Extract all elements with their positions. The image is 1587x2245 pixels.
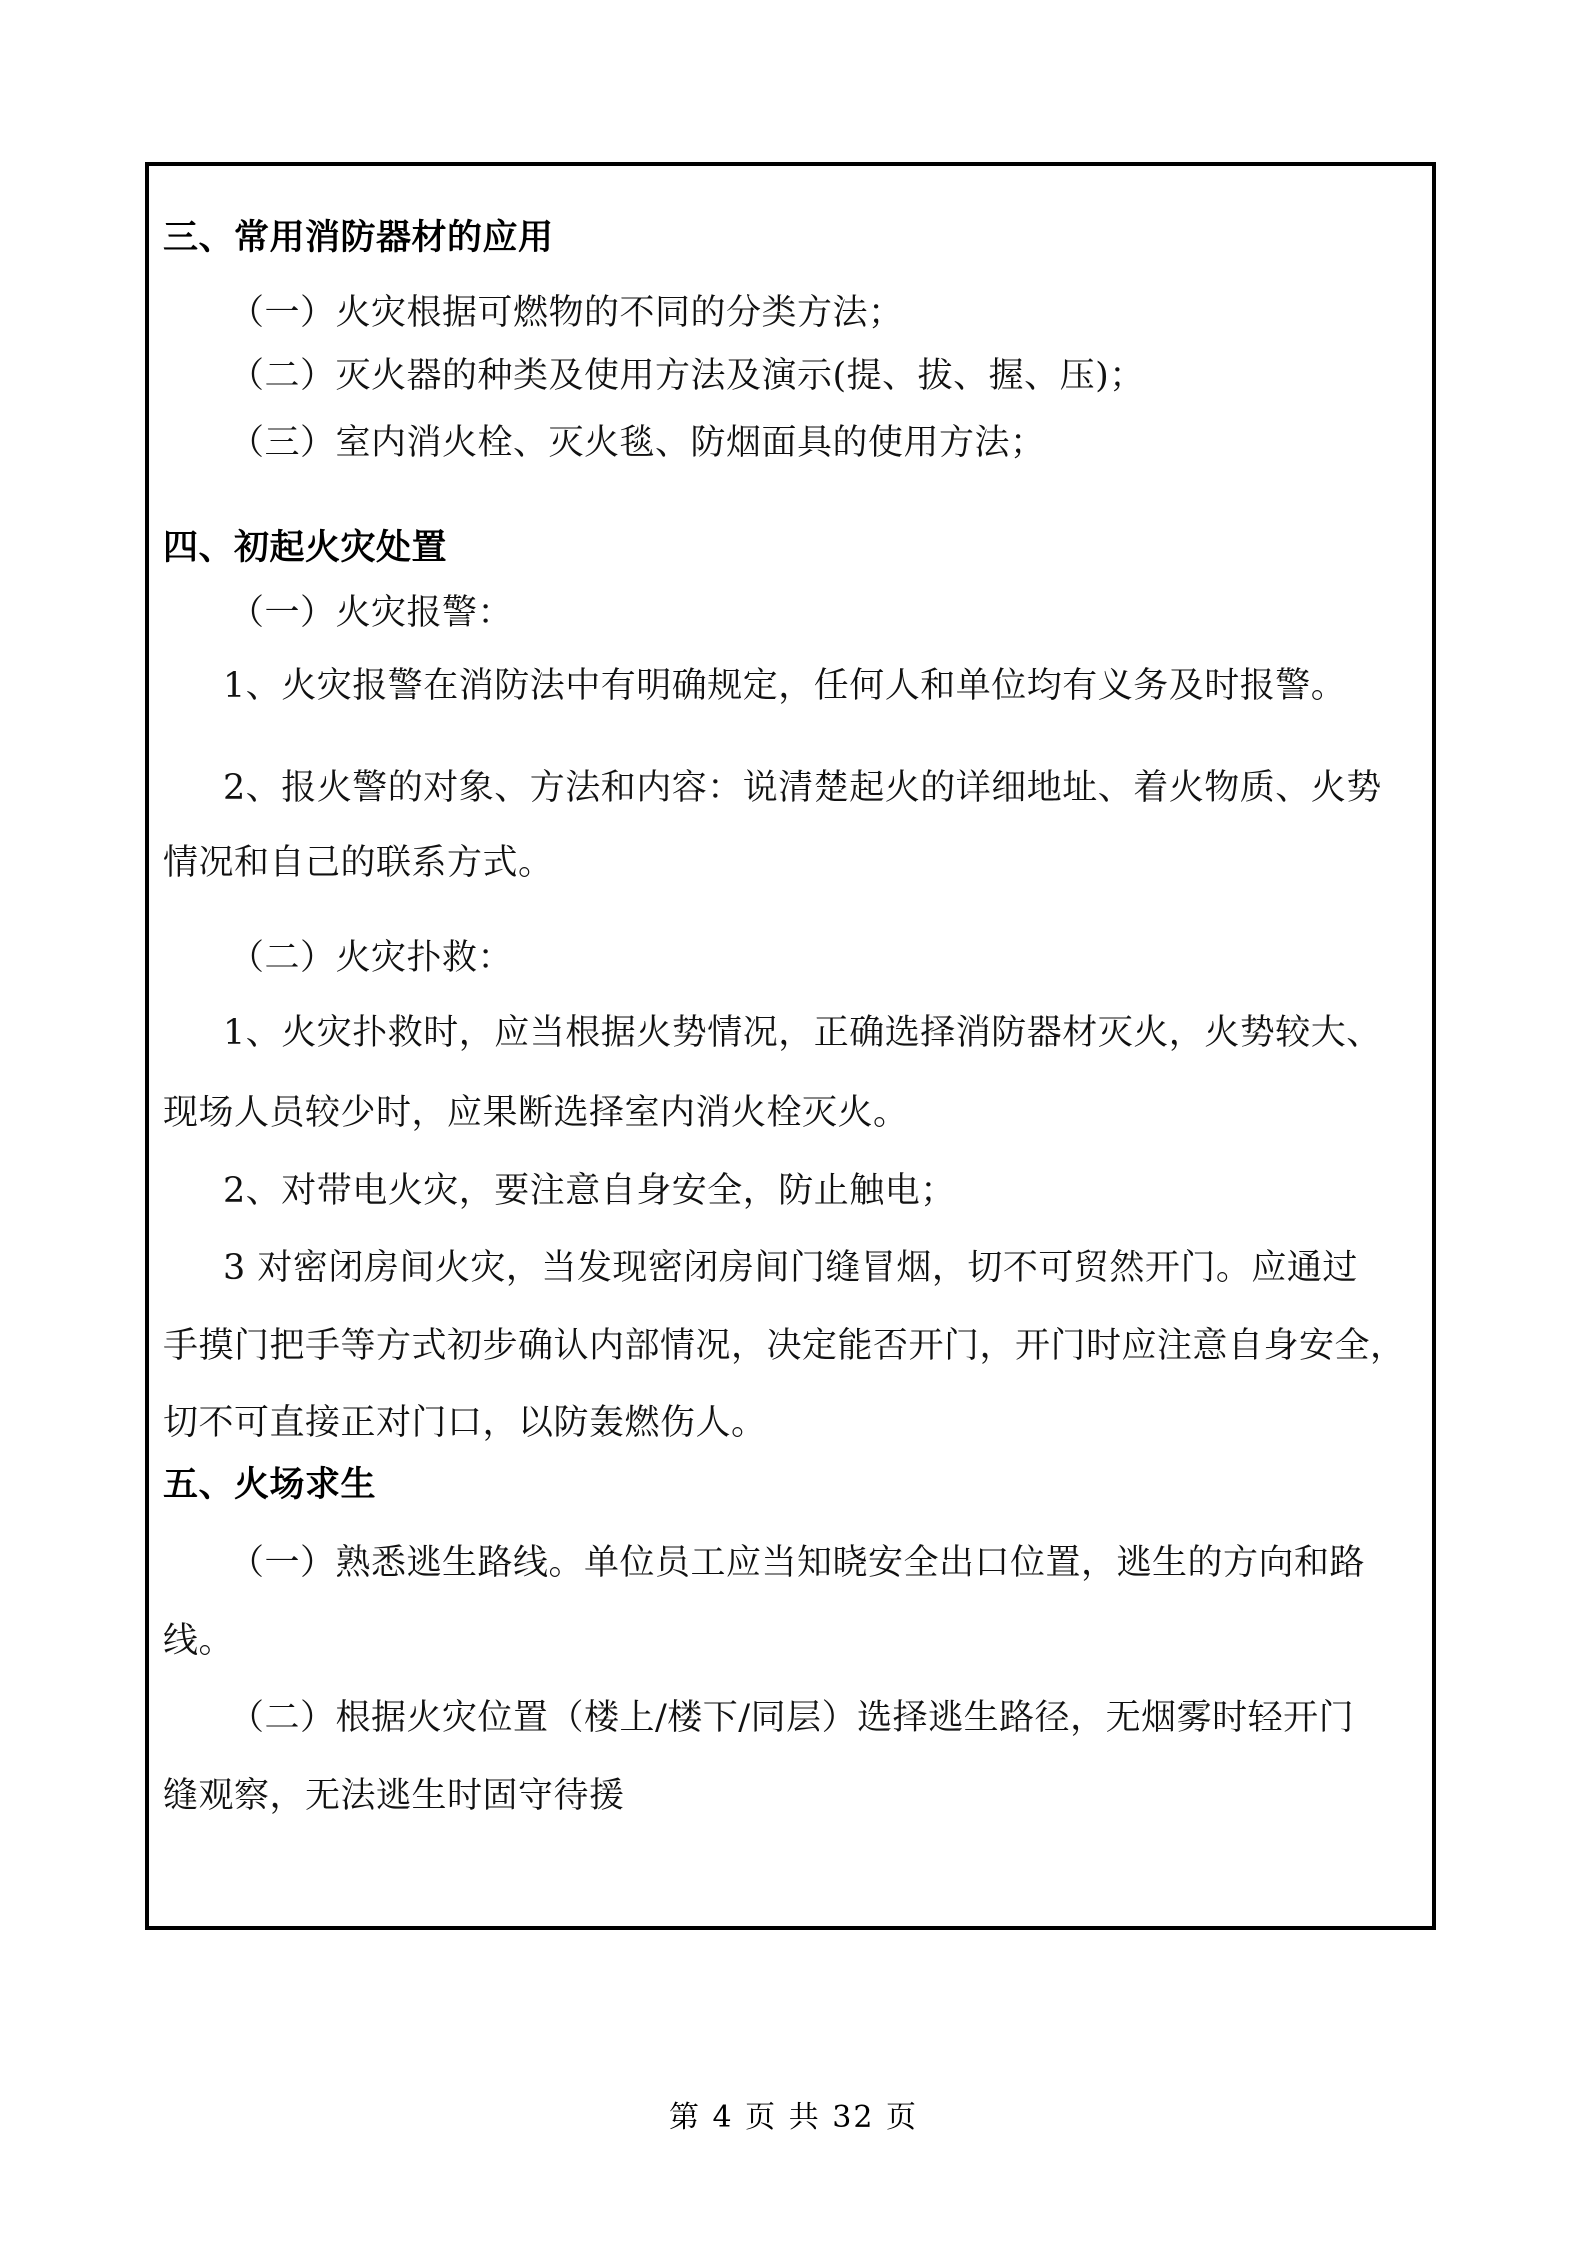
paragraph-continuation: 情况和自己的联系方式。 bbox=[163, 843, 554, 883]
paragraph-continuation: 缝观察，无法逃生时固守待援 bbox=[163, 1776, 625, 1816]
numbered-item: 1、火灾报警在消防法中有明确规定，任何人和单位均有义务及时报警。 bbox=[223, 666, 1347, 706]
numbered-item: 1、火灾扑救时，应当根据火势情况，正确选择消防器材灭火，火势较大、 bbox=[223, 1013, 1382, 1053]
list-item: （二）灭火器的种类及使用方法及演示(提、拔、握、压)； bbox=[229, 356, 1145, 396]
numbered-item: 2、对带电火灾，要注意自身安全，防止触电； bbox=[223, 1171, 956, 1211]
list-item: （二）根据火灾位置（楼上/楼下/同层）选择逃生路径，无烟雾时轻开门 bbox=[229, 1698, 1355, 1738]
section-heading-4: 四、初起火灾处置 bbox=[163, 527, 448, 568]
paragraph-continuation: 手摸门把手等方式初步确认内部情况，决定能否开门，开门时应注意自身安全， bbox=[163, 1326, 1406, 1366]
section-heading-5: 五、火场求生 bbox=[163, 1464, 377, 1505]
list-item: （一）熟悉逃生路线。单位员工应当知晓安全出口位置，逃生的方向和路 bbox=[229, 1543, 1366, 1583]
paragraph-continuation: 线。 bbox=[163, 1621, 235, 1661]
bordered-text-box bbox=[145, 162, 1436, 1930]
sub-heading: （二）火灾扑救： bbox=[229, 938, 514, 978]
paragraph-continuation: 现场人员较少时，应果断选择室内消火栓灭火。 bbox=[163, 1093, 909, 1133]
paragraph-continuation: 切不可直接正对门口，以防轰燃伤人。 bbox=[163, 1403, 767, 1443]
list-item: （三）室内消火栓、灭火毯、防烟面具的使用方法； bbox=[229, 423, 1046, 463]
sub-heading: （一）火灾报警： bbox=[229, 593, 514, 633]
page-number: 第 4 页 共 32 页 bbox=[669, 2100, 918, 2135]
list-item: （一）火灾根据可燃物的不同的分类方法； bbox=[229, 293, 904, 333]
numbered-item: 2、报火警的对象、方法和内容：说清楚起火的详细地址、着火物质、火势 bbox=[223, 768, 1382, 808]
section-heading-3: 三、常用消防器材的应用 bbox=[163, 217, 554, 258]
numbered-item: 3 对密闭房间火灾，当发现密闭房间门缝冒烟，切不可贸然开门。应通过 bbox=[223, 1248, 1358, 1288]
